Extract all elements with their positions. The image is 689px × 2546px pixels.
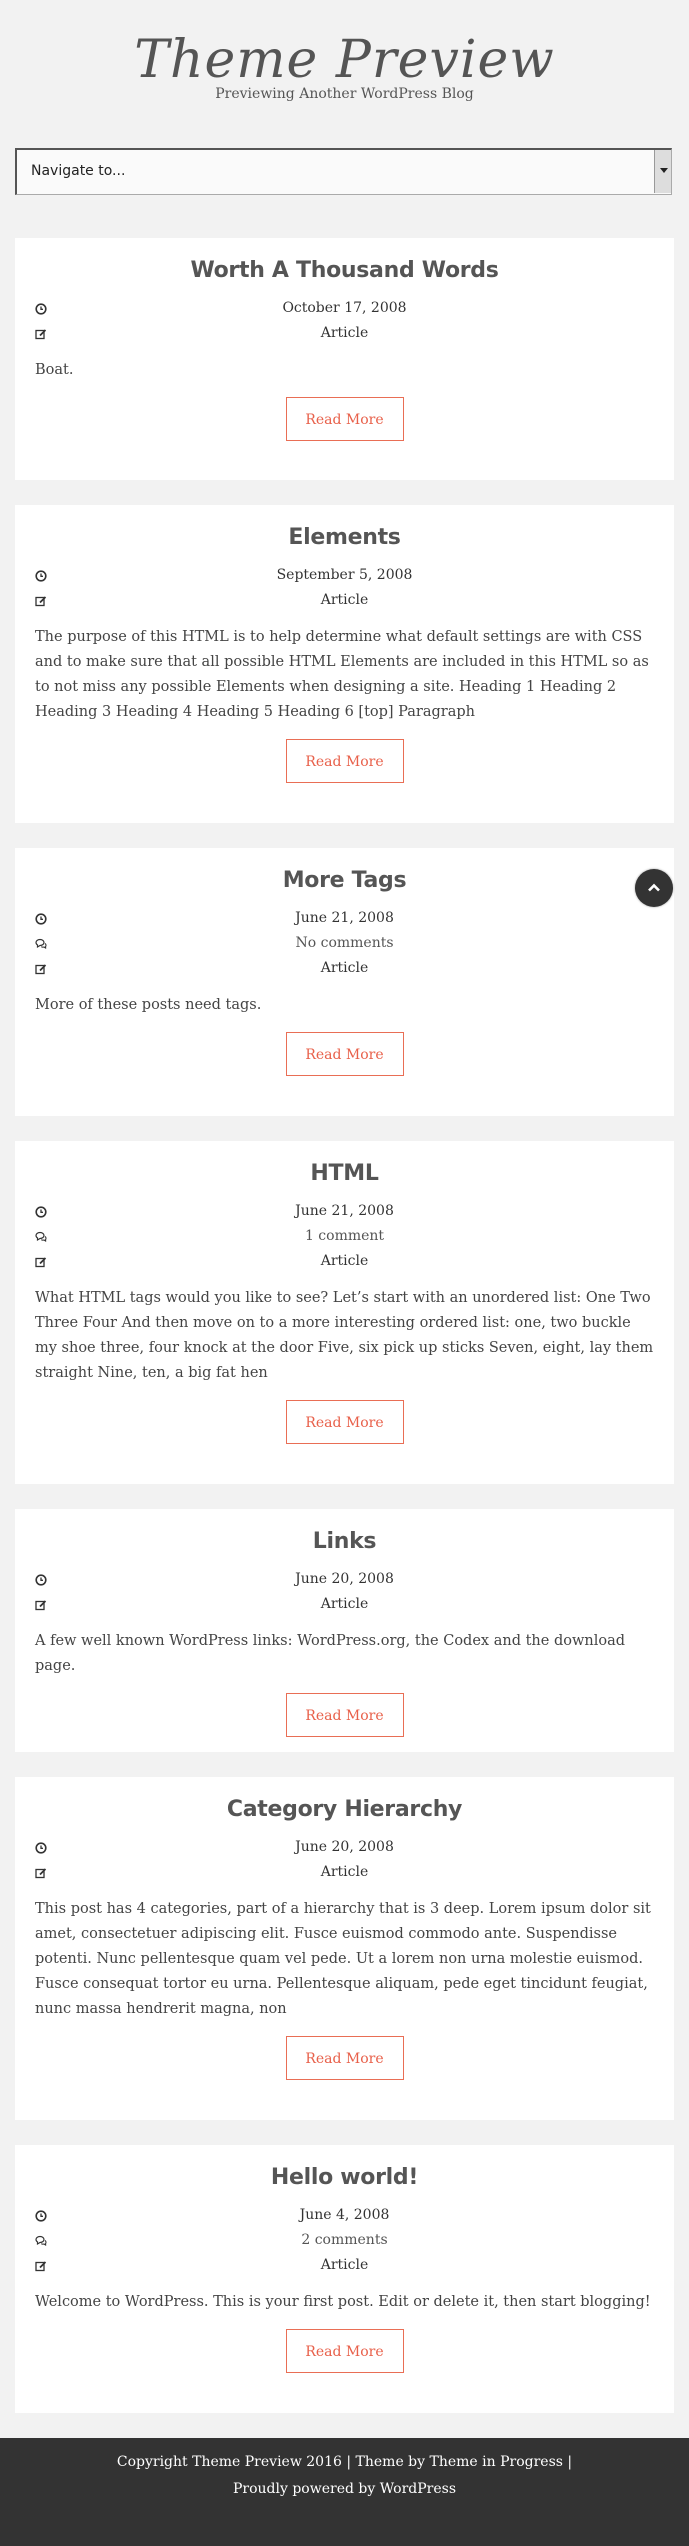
- edit-icon: [35, 328, 47, 340]
- comments-icon: [35, 1231, 47, 1243]
- post-excerpt: What HTML tags would you like to see? Let’s start with an unordered list: One Two Three Four And then move on to a more interesting ordered list: one, two buckle my shoe three, four knock at the door Five, six pick up sticks Seven, eight, lay them straight Nine, ten, a big fat hen: [35, 1290, 654, 1381]
- edit-icon: [35, 1256, 47, 1268]
- comments-icon: [35, 938, 47, 950]
- post-title[interactable]: Links: [312, 1529, 377, 1554]
- post-format[interactable]: Article: [320, 325, 369, 341]
- post-card: [15, 238, 674, 480]
- read-more-button[interactable]: Read More: [286, 1032, 404, 1076]
- post-card: [15, 1509, 674, 1752]
- post-date-row: [35, 563, 654, 588]
- post-format[interactable]: Article: [320, 1253, 369, 1269]
- site-description: Previewing Another WordPress Blog: [215, 86, 474, 102]
- post-card: [15, 1141, 674, 1484]
- edit-icon: [35, 1867, 47, 1879]
- post-title[interactable]: Category Hierarchy: [226, 1797, 463, 1822]
- post-date[interactable]: June 4, 2008: [299, 2207, 390, 2223]
- post-excerpt: This post has 4 categories, part of a hierarchy that is 3 deep. Lorem ipsum dolor sit amet, consectetuer adipiscing elit. Fusce euismod commodo ante. Suspendisse potenti. Nunc pellentesque quam vel pede. Ut a lorem non urna molestie euismod. Fusce consequat tortor eu urna. Pellentesque aliquam, pede eget tincidunt feugiat, nunc massa hendrerit magna, non: [35, 1901, 651, 2017]
- site-footer: [0, 2438, 689, 2546]
- post-comments-row: [35, 2228, 654, 2253]
- post-card: [15, 848, 674, 1116]
- post-date-row: [35, 296, 654, 321]
- clock-icon: [35, 1206, 47, 1218]
- read-more-button[interactable]: Read More: [286, 739, 404, 783]
- post-format[interactable]: Article: [320, 1596, 369, 1612]
- post-date[interactable]: June 20, 2008: [295, 1839, 394, 1855]
- post-format-row: [35, 588, 654, 613]
- post-comments-row: [35, 931, 654, 956]
- post-date[interactable]: June 21, 2008: [295, 910, 394, 926]
- back-to-top-button[interactable]: [635, 869, 673, 907]
- post-format[interactable]: Article: [320, 592, 369, 608]
- post-title[interactable]: Elements: [288, 525, 401, 550]
- post-format[interactable]: Article: [320, 2257, 369, 2273]
- post-excerpt: Welcome to WordPress. This is your first post. Edit or delete it, then start blogging!: [35, 2294, 651, 2310]
- post-comments[interactable]: 1 comment: [304, 1228, 385, 1244]
- edit-icon: [35, 2260, 47, 2272]
- footer-copyright: Copyright Theme Preview 2016: [116, 2454, 342, 2470]
- post-date-row: [35, 1567, 654, 1592]
- post-title[interactable]: More Tags: [282, 868, 407, 893]
- post-excerpt: Boat.: [35, 362, 74, 378]
- footer-theme-link[interactable]: Theme by Theme in Progress: [355, 2454, 563, 2470]
- clock-icon: [35, 2210, 47, 2222]
- comments-icon: [35, 2235, 47, 2247]
- navigation-select[interactable]: [15, 148, 672, 195]
- post-date[interactable]: October 17, 2008: [282, 300, 407, 316]
- post-date-row: [35, 906, 654, 931]
- chevron-up-icon: [646, 880, 662, 896]
- read-more-button[interactable]: Read More: [286, 397, 404, 441]
- post-title[interactable]: HTML: [310, 1161, 379, 1186]
- clock-icon: [35, 1842, 47, 1854]
- post-comments[interactable]: No comments: [295, 935, 394, 951]
- post-card: [15, 2145, 674, 2413]
- edit-icon: [35, 595, 47, 607]
- edit-icon: [35, 1599, 47, 1611]
- post-excerpt: A few well known WordPress links: WordPress.org, the Codex and the download page.: [35, 1633, 625, 1674]
- post-format-row: [35, 956, 654, 981]
- footer-wordpress-link[interactable]: Proudly powered by WordPress: [232, 2481, 456, 2497]
- read-more-button[interactable]: Read More: [286, 2036, 404, 2080]
- clock-icon: [35, 1574, 47, 1586]
- footer-credits: Copyright Theme Preview 2016 | Theme by Theme in Progress | Proudly powered by WordPress: [116, 2454, 573, 2497]
- read-more-button[interactable]: Read More: [286, 1400, 404, 1444]
- post-date-row: [35, 2203, 654, 2228]
- post-format-row: [35, 1249, 654, 1274]
- clock-icon: [35, 570, 47, 582]
- post-comments[interactable]: 2 comments: [301, 2232, 388, 2248]
- post-title[interactable]: Worth A Thousand Words: [190, 258, 499, 283]
- post-excerpt: The purpose of this HTML is to help determine what default settings are with CSS and to make sure that all possible HTML Elements are included in this HTML so as to not miss any possible Elements when designing a site. Heading 1 Heading 2 Heading 3 Heading 4 Heading 5 Heading 6 [top] Paragraph: [35, 629, 649, 720]
- post-format-row: [35, 2253, 654, 2278]
- post-format-row: [35, 1592, 654, 1617]
- clock-icon: [35, 303, 47, 315]
- post-card: [15, 1777, 674, 2120]
- post-format[interactable]: Article: [320, 960, 369, 976]
- post-format-row: [35, 321, 654, 346]
- read-more-button[interactable]: Read More: [286, 2329, 404, 2373]
- post-date-row: [35, 1835, 654, 1860]
- dropdown-arrow-icon[interactable]: [654, 150, 671, 193]
- post-format[interactable]: Article: [320, 1864, 369, 1880]
- post-excerpt: More of these posts need tags.: [35, 997, 262, 1013]
- post-comments-row: [35, 1224, 654, 1249]
- post-card: [15, 505, 674, 823]
- navigation-select-value: Navigate to...: [31, 163, 126, 179]
- read-more-button[interactable]: Read More: [286, 1693, 404, 1737]
- site-title[interactable]: Theme Preview: [134, 30, 555, 90]
- post-date[interactable]: June 20, 2008: [295, 1571, 394, 1587]
- site-header: [0, 0, 689, 118]
- clock-icon: [35, 913, 47, 925]
- edit-icon: [35, 963, 47, 975]
- post-date-row: [35, 1199, 654, 1224]
- post-title[interactable]: Hello world!: [270, 2165, 419, 2190]
- post-date[interactable]: September 5, 2008: [276, 567, 413, 583]
- post-date[interactable]: June 21, 2008: [295, 1203, 394, 1219]
- post-format-row: [35, 1860, 654, 1885]
